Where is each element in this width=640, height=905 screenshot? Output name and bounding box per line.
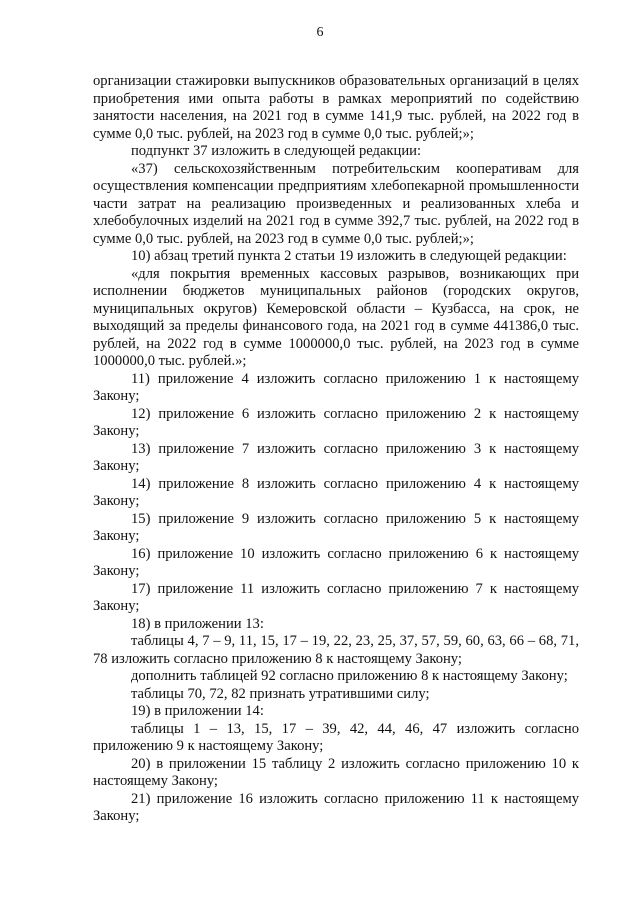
paragraph-item-10-text: «для покрытия временных кассовых разрывов, возникающих при исполнении бюджетов муниципальных районов (городских округов, муниципальных округов) Кемеровской области – Кузбасса, на срок, не выходящий за пределы финансового года, на 2021 год в сумме 441386,0 тыс. рублей, на 2022 год в сумме 1000000,0 тыс. рублей, на 2023 год в сумме 1000000,0 тыс. рублей.»; (93, 265, 579, 369)
paragraph-item-15: 15) приложение 9 изложить согласно приложению 5 к настоящему Закону; (93, 510, 579, 544)
paragraph-item-12: 12) приложение 6 изложить согласно приложению 2 к настоящему Закону; (93, 405, 579, 439)
paragraph-item-18-tables: таблицы 4, 7 – 9, 11, 15, 17 – 19, 22, 23, 25, 37, 57, 59, 60, 63, 66 – 68, 71, 78 изложить согласно приложению 8 к настоящему Закону; (93, 633, 579, 667)
paragraph-item-18-repeal: таблицы 70, 72, 82 признать утратившими силу; (131, 685, 430, 702)
paragraph-item-18: 18) в приложении 13: (131, 615, 264, 632)
page-number: 6 (316, 25, 324, 40)
document-body (93, 73, 579, 826)
paragraph-item-11: 11) приложение 4 изложить согласно приложению 1 к настоящему Закону; (93, 370, 579, 404)
paragraph-subitem-37-intro: подпункт 37 изложить в следующей редакции: (131, 143, 422, 159)
paragraph-item-14: 14) приложение 8 изложить согласно приложению 4 к настоящему Закону; (93, 475, 579, 509)
paragraph-item-16: 16) приложение 10 изложить согласно приложению 6 к настоящему Закону; (93, 545, 579, 579)
paragraph-item-21: 21) приложение 16 изложить согласно приложению 11 к настоящему Закону; (93, 790, 579, 824)
paragraph-item-19-tables: таблицы 1 – 13, 15, 17 – 39, 42, 44, 46, 47 изложить согласно приложению 9 к настоящему Закону; (93, 720, 579, 754)
paragraph-item-17: 17) приложение 11 изложить согласно приложению 7 к настоящему Закону; (93, 580, 579, 614)
paragraph-subitem-37-text: «37) сельскохозяйственным потребительским кооперативам для осуществления компенсации предприятиям хлебопекарной промышленности части затрат на реализацию произведенных и реализованных хлеба и хлебобулочных изделий на 2021 год в сумме 392,7 тыс. рублей, на 2022 год в сумме 0,0 тыс. рублей, на 2023 год в сумме 0,0 тыс. рублей;»; (93, 160, 579, 247)
paragraph-internship-funding: организации стажировки выпускников образовательных организаций в целях приобретения ими опыта работы в рамках мероприятий по содействию занятости населения, на 2021 год в сумме 141,9 тыс. рублей, на 2022 год в сумме 0,0 тыс. рублей, на 2023 год в сумме 0,0 тыс. рублей;»; (93, 73, 579, 142)
paragraph-item-20: 20) в приложении 15 таблицу 2 изложить согласно приложению 10 к настоящему Закону; (93, 755, 579, 789)
paragraph-item-13: 13) приложение 7 изложить согласно приложению 3 к настоящему Закону; (93, 440, 579, 474)
paragraph-item-18-add-table: дополнить таблицей 92 согласно приложению 8 к настоящему Закону; (131, 668, 568, 684)
paragraph-item-19: 19) в приложении 14: (131, 703, 264, 719)
paragraph-item-10: 10) абзац третий пункта 2 статьи 19 изложить в следующей редакции: (131, 248, 567, 264)
